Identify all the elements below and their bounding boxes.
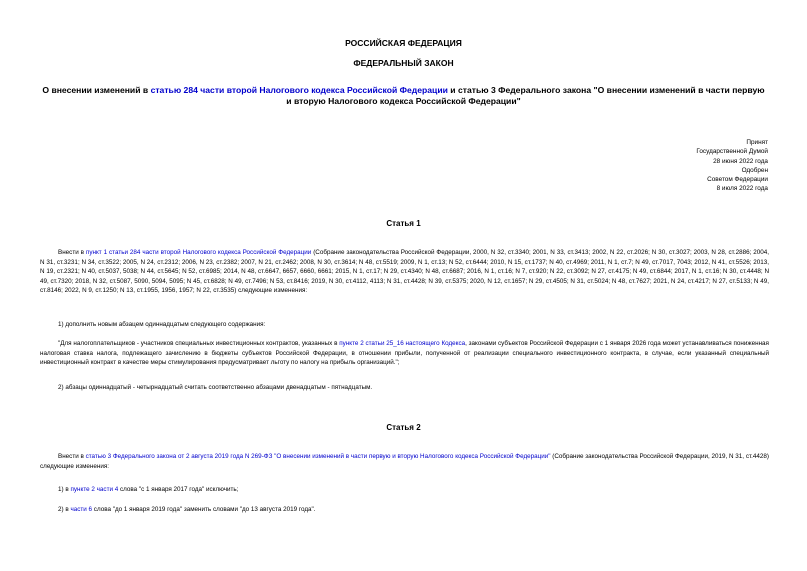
approval-date: 8 июля 2022 года bbox=[716, 185, 768, 193]
title-link-article-284[interactable]: статью 284 части второй Налогового кодекса Российской Федерации bbox=[150, 85, 448, 95]
adoption-line: Принят bbox=[746, 139, 768, 146]
item-2-start: 2) в bbox=[58, 506, 71, 513]
article-1-intro bbox=[40, 248, 769, 296]
article-2-intro bbox=[40, 452, 769, 471]
adoption-block bbox=[608, 138, 768, 194]
article-1-intro-sources: (Собрание законодательства Российской Федерации, 2000, N 32, ст.3340; 2001, N 33, ст.3413; 2002, N 22, ст.2026; N 30, ст.3027; 2003, N 28, ст.2886; 2004, N 31, ст.3231; N 34, ст.3522; 2005, N 24, ст.2312; 2006, N 23, ст.2382; 2007, N 21, ст.2462; 2008, N 30, ст.3614; N 48, ст.5519; 2009, N 1, ст.13; N 52, ст.6444; 2010, N 15, ст.1737; N 40, ст.4969; 2011, N 1, ст.7; N 49, ст.7017, 7043; 2012, N 41, ст.5526; 2013, N 19, ст.2321; N 40, ст.5037, 5038; N 44, ст.5645; N 52, ст.6985; 2014, N 48, ст.6647, 6657, 6660, 6661; 2015, N 1, ст.17; N 29, ст.4340; N 48, ст.6687; 2016, N 1, ст.16; N 7, ст.920; N 22, ст.3092; N 27, ст.4175; N 49, ст.6844; 2017, N 1, ст.16; N 30, ст.4448; N 49, ст.7320; 2018, N 32, ст.5087, 5090, 5094, 5095; N 45, ст.6828; N 49, ст.7496; N 53, ст.8416; 2019, N 30, ст.4112, 4113; N 31, ст.4428; N 39, ст.5375; 2020, N 12, ст.1657; N 29, ст.4505; N 31, ст.5024; N 48, ст.7627; 2021, N 24, ст.4217; N 27, ст.5133; N 49, ст.8146; 2022, N 9, ст.1250; N 13, ст.1955, 1956, 1957; N 22, ст.3535) следующие изменения: bbox=[40, 249, 769, 295]
title-text-start: О внесении изменений в bbox=[42, 85, 151, 95]
country-heading: РОССИЙСКАЯ ФЕДЕРАЦИЯ bbox=[345, 38, 462, 48]
approval-line: Одобрен bbox=[741, 166, 768, 174]
item-1-start: 1) в bbox=[58, 486, 71, 493]
quote-start: "Для налогоплательщиков - участников специальных инвестиционных контрактов, указанных в bbox=[58, 340, 340, 347]
article-1-intro-start: Внести в bbox=[58, 249, 86, 256]
article-1-item-2: 2) абзацы одиннадцатый - четырнадцатый считать соответственно абзацами двенадцатым - пятнадцатым. bbox=[58, 384, 373, 391]
link-part-6[interactable]: части 6 bbox=[70, 506, 93, 513]
link-federal-law-269[interactable]: статью 3 Федерального закона от 2 августа 2019 года N 269-ФЗ "О внесении изменений в части первую и вторую Налогового кодекса Российской Федерации" bbox=[85, 453, 551, 460]
link-article-284-point-1[interactable]: пункт 1 статьи 284 части второй Налогового кодекса Российской Федерации bbox=[85, 249, 312, 256]
adoption-date: 28 июня 2022 года bbox=[713, 157, 768, 165]
link-point-2[interactable]: пункте 2 bbox=[70, 486, 95, 493]
article-2-intro-start: Внести в bbox=[58, 453, 86, 460]
article-2-item-2 bbox=[40, 505, 769, 515]
article-2-intro-source: (Собрание законодательства Российской Федерации, 2019, N 31, ст.4428) следующие изменения: bbox=[40, 453, 770, 470]
link-article-25-16[interactable]: пункте 2 статьи 25_16 настоящего Кодекса bbox=[339, 340, 466, 347]
article-1-item-1: 1) дополнить новым абзацем одиннадцатым следующего содержания: bbox=[58, 321, 266, 328]
law-title bbox=[40, 85, 767, 107]
law-type-heading: ФЕДЕРАЛЬНЫЙ ЗАКОН bbox=[353, 58, 454, 68]
adoption-line: Государственной Думой bbox=[696, 148, 768, 156]
article-2-item-1 bbox=[40, 485, 769, 495]
quote-end: , законами субъектов Российской Федерации с 1 января 2026 года может устанавливаться пониженная налоговая ставка налога, подлежащего зачислению в бюджеты субъектов Российской Федерации, в отношении прибыли, полученной от реализации специального инвестиционного контракта, в случае, если указанный специальный инвестиционный контракт в качестве меры стимулирования предусматривает льготу по налогу на прибыль организаций."; bbox=[40, 340, 769, 367]
item-1-end: слова "с 1 января 2017 года" исключить; bbox=[118, 486, 239, 493]
item-2-end: слова "до 1 января 2019 года" заменить словами "до 13 августа 2019 года". bbox=[92, 506, 316, 513]
article-1-heading: Статья 1 bbox=[386, 219, 421, 228]
approval-line: Советом Федерации bbox=[707, 176, 768, 184]
title-text-end: и статью 3 Федерального закона "О внесении изменений в части первую и вторую Налогового кодекса Российской Федерации" bbox=[286, 85, 765, 106]
article-1-quote bbox=[40, 339, 769, 368]
article-2-heading: Статья 2 bbox=[386, 423, 421, 432]
link-part-4[interactable]: части 4 bbox=[96, 486, 119, 493]
